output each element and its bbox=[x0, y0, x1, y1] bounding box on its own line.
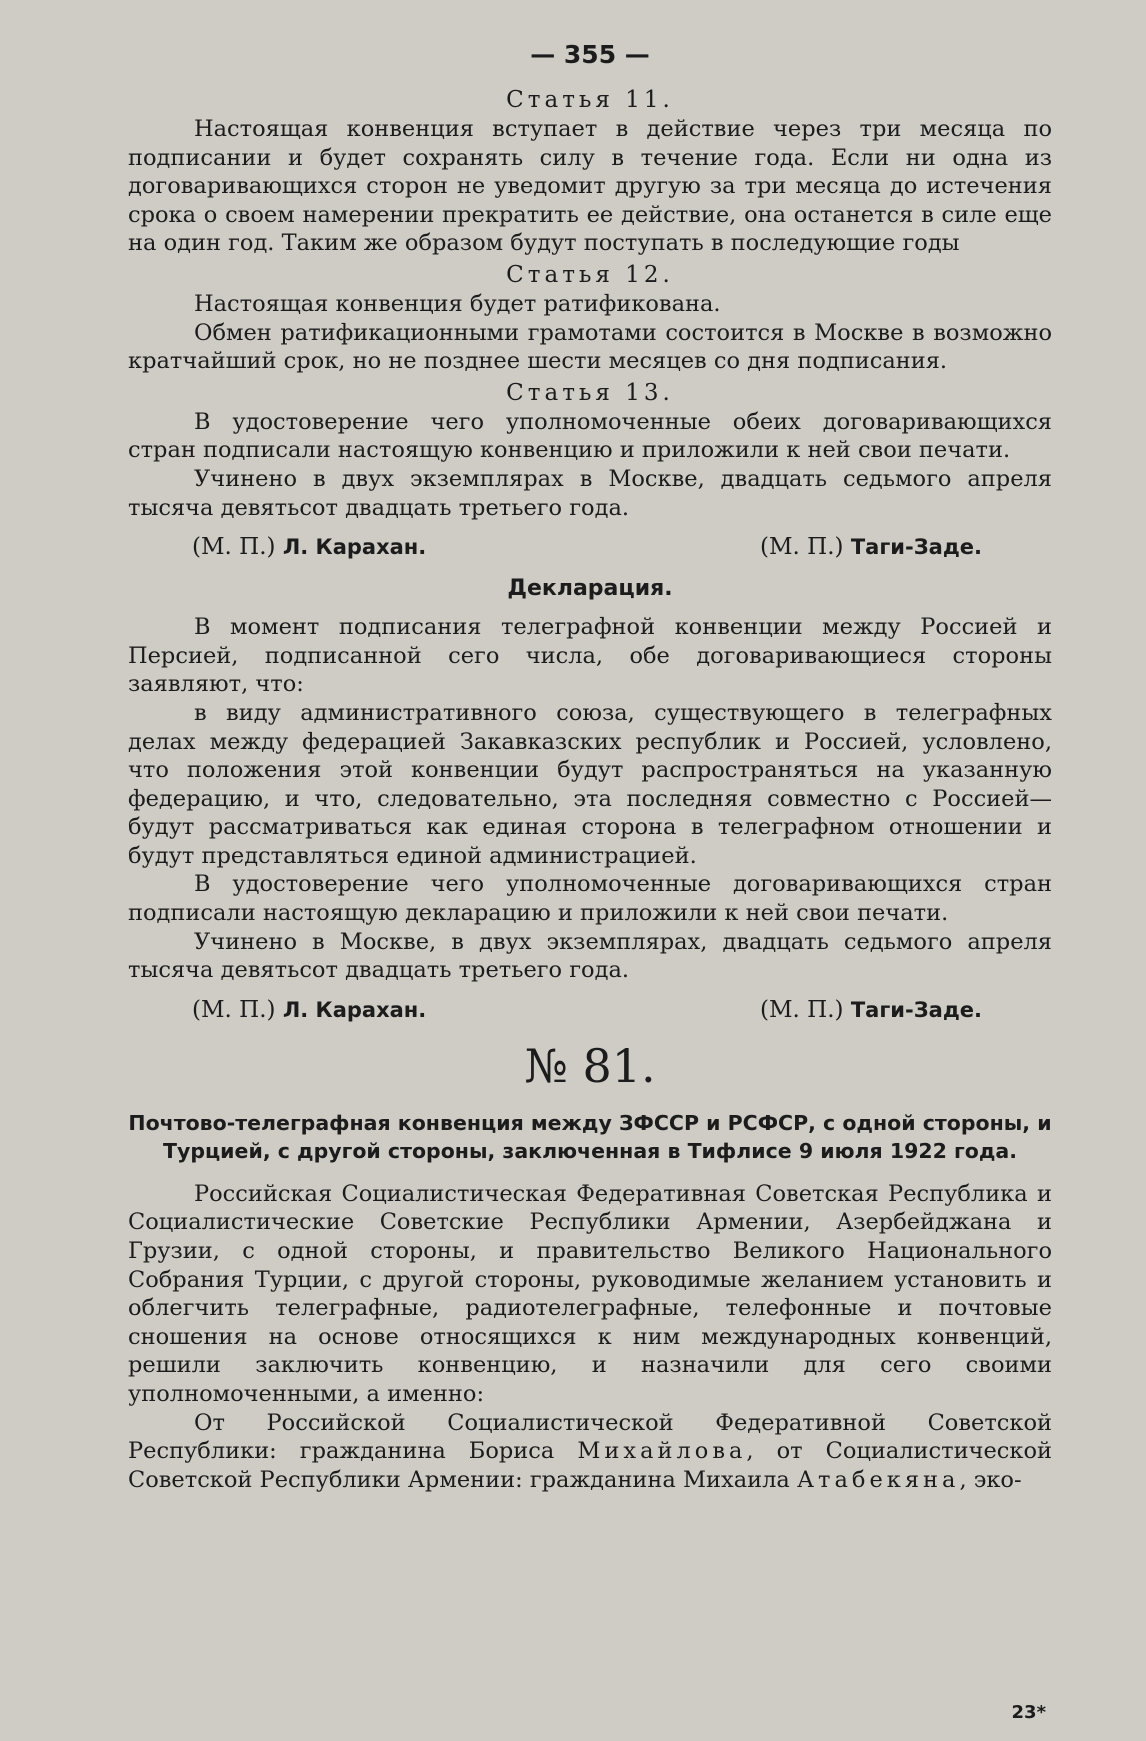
article-13-paragraph-1: В удостоверение чего уполномоченные обеих договаривающихся стран подписали настоящую конвенцию и приложили к ней свои печати. bbox=[128, 408, 1052, 464]
declaration-paragraph-4: Учинено в Москве, в двух экземплярах, двадцать седьмого апреля тысяча девятьсот двадцать третьего года. bbox=[128, 928, 1052, 984]
name-mikhailov: Михайлова bbox=[577, 1438, 747, 1465]
document-paragraph-2-part-a: От Российской Социалистической Федеративной Советской Республики: гражданина Бориса bbox=[128, 1409, 1052, 1465]
document-title: Почтово-телеграфная конвенция между ЗФССР и РСФСР, с одной стороны, и Турцией, с другой стороны, заключенная в Тифлисе 9 июля 1922 года. bbox=[128, 1110, 1052, 1164]
declaration-signatory-tagi-zade: Таги-Заде. bbox=[850, 997, 982, 1022]
declaration-signatures bbox=[128, 997, 1052, 1023]
declaration-paragraph-2: в виду административного союза, существующего в телеграфных делах между федерацией Закавказских республик и Россией, условлено, что положения этой конвенции будут распространяться на указанную федерацию, и что, следовательно, эта последняя совместно с Россией— будут рассматриваться как единая сторона в телеграфном отношении и будут представляться единой администрацией. bbox=[128, 699, 1052, 869]
article-11-text: Настоящая конвенция вступает в действие через три месяца по подписании и будет сохранять силу в течение года. Если ни одна из договаривающихся сторон не уведомит другую за три месяца до истечения срока о своем намерении прекратить ее действие, она останется в силе еще на один год. Таким же образом будут поступать в последующие годы bbox=[128, 116, 1052, 257]
convention-signatures bbox=[128, 534, 1052, 560]
declaration-signature-right bbox=[760, 997, 982, 1023]
signature-mark: 23* bbox=[1011, 1702, 1046, 1723]
seal-mark-right: (М. П.) bbox=[760, 534, 844, 561]
document-paragraph-2-part-b: , от Социалистической Советской Республики Армении: гражданина Михаила bbox=[128, 1438, 1052, 1493]
document-number: № 81. bbox=[524, 1038, 656, 1093]
name-atabekyan: Атабекяна bbox=[797, 1466, 960, 1493]
declaration-signature-left bbox=[192, 997, 426, 1023]
article-12-heading: Статья 12. bbox=[506, 261, 674, 288]
article-12-paragraph-2: Обмен ратификационными грамотами состоится в Москве в возможно кратчайший срок, но не позднее шести месяцев со дня подписания. bbox=[128, 319, 1052, 375]
declaration-paragraph-1: В момент подписания телеграфной конвенции между Россией и Персией, подписанной сего числа, обе договаривающиеся стороны заявляют, что: bbox=[128, 614, 1052, 698]
declaration-signatory-karakhan: Л. Карахан. bbox=[282, 997, 427, 1022]
document-paragraph-2-part-c: , эко- bbox=[959, 1466, 1022, 1493]
signature-right bbox=[760, 534, 982, 560]
article-12-paragraph-1: Настоящая конвенция будет ратификована. bbox=[194, 290, 721, 317]
document-paragraph-2 bbox=[128, 1409, 1052, 1495]
declaration-title: Декларация. bbox=[507, 576, 673, 602]
page-number: — 355 — bbox=[530, 40, 650, 69]
seal-mark-left: (М. П.) bbox=[192, 534, 276, 561]
article-13-paragraph-2: Учинено в двух экземплярах в Москве, двадцать седьмого апреля тысяча девятьсот двадцать третьего года. bbox=[128, 465, 1052, 521]
signature-left bbox=[192, 534, 426, 560]
signatory-tagi-zade: Таги-Заде. bbox=[850, 535, 982, 560]
declaration-paragraph-3: В удостоверение чего уполномоченные договаривающихся стран подписали настоящую декларацию и приложили к ней свои печати. bbox=[128, 871, 1052, 927]
declaration-seal-mark-right: (М. П.) bbox=[760, 996, 844, 1023]
article-11-heading: Статья 11. bbox=[506, 87, 674, 113]
article-13-heading: Статья 13. bbox=[506, 379, 674, 406]
signatory-karakhan: Л. Карахан. bbox=[282, 535, 427, 560]
document-paragraph-1: Российская Социалистическая Федеративная Советская Республика и Социалистические Советские Республики Армении, Азербейджана и Грузии, с одной стороны, и правительство Великого Национального Собрания Турции, с другой стороны, руководимые желанием установить и облегчить телеграфные, радиотелеграфные, телефонные и почтовые сношения на основе относящихся к ним международных конвенций, решили заключить конвенцию, и назначили для сего своими уполномоченными, а именно: bbox=[128, 1180, 1052, 1407]
declaration-seal-mark-left: (М. П.) bbox=[192, 996, 276, 1023]
